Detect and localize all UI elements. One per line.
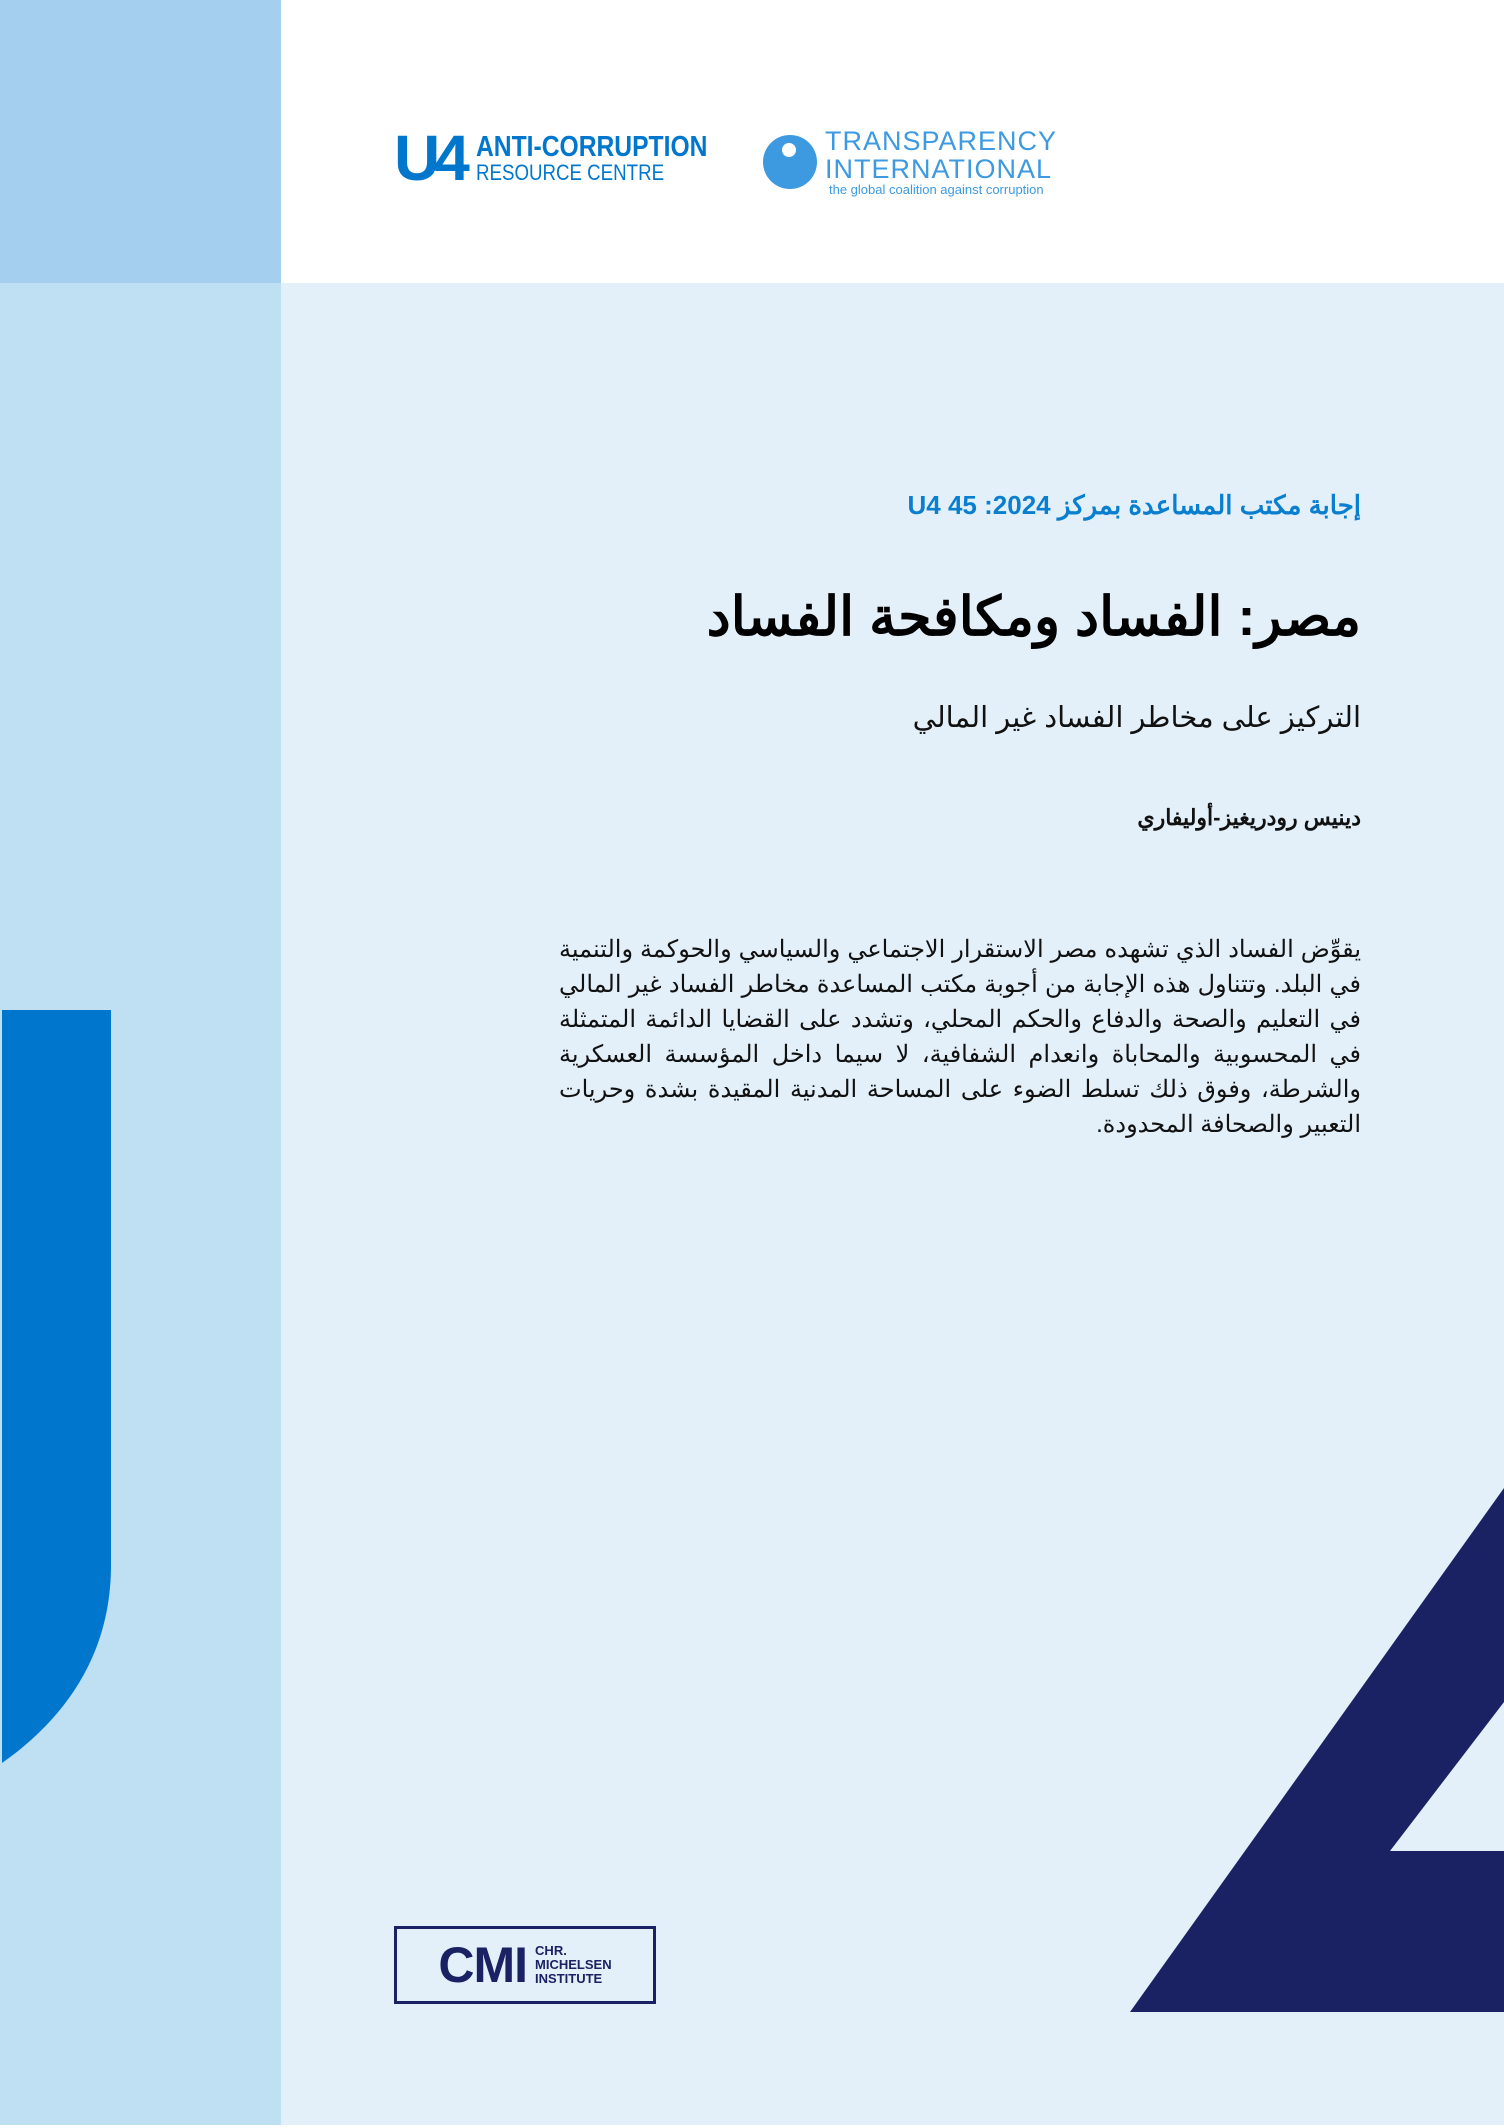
- cmi-line2: MICHELSEN: [535, 1957, 612, 1972]
- u4-logo-line2: RESOURCE CENTRE: [475, 160, 664, 185]
- cmi-logo: [394, 1926, 656, 2004]
- ti-logo-tagline: the global coalition against corruption: [829, 182, 1044, 197]
- u-shape-graphic: [2, 1010, 111, 1763]
- ti-logo-line2: INTERNATIONAL: [825, 154, 1053, 184]
- u4-logo: [394, 122, 748, 194]
- cmi-line3: INSTITUTE: [535, 1971, 603, 1986]
- cmi-mark: CMI: [438, 1937, 528, 1993]
- subtitle: التركيز على مخاطر الفساد غير المالي: [912, 702, 1361, 734]
- u4-mark: U4: [394, 122, 464, 194]
- abstract: يقوِّض الفساد الذي تشهده مصر الاستقرار الاجتماعي والسياسي والحوكمة والتنمية في البلد. وتتناول هذه الإجابة من أجوبة مكتب المساعدة مخاطر الفساد غير المالي في التعليم والصحة والدفاع والحكم المحلي، وتشدد على القضايا الدائمة المتمثلة في المحسوبية والمحاباة وانعدام الشفافية، لا سيما داخل المؤسسة العسكرية والشرطة، وفوق ذلك تسلط الضوء على المساحة المدنية المقيدة بشدة وحريات التعبير والصحافة المحدودة.: [559, 936, 1362, 1138]
- series-label: إجابة مكتب المساعدة بمركز U4 45 :2024: [907, 490, 1361, 520]
- u4-logo-line1: ANTI-CORRUPTION: [475, 131, 708, 163]
- page-title: مصر: الفساد ومكافحة الفساد: [706, 587, 1361, 647]
- cmi-line1: CHR.: [535, 1943, 567, 1958]
- ti-logo: [763, 127, 1057, 197]
- globe-icon: [763, 135, 817, 189]
- ti-logo-line1: TRANSPARENCY: [825, 126, 1058, 156]
- author: دينيس رودريغيز-أوليفاري: [1137, 805, 1361, 830]
- four-shape-graphic: [1130, 1488, 1504, 2012]
